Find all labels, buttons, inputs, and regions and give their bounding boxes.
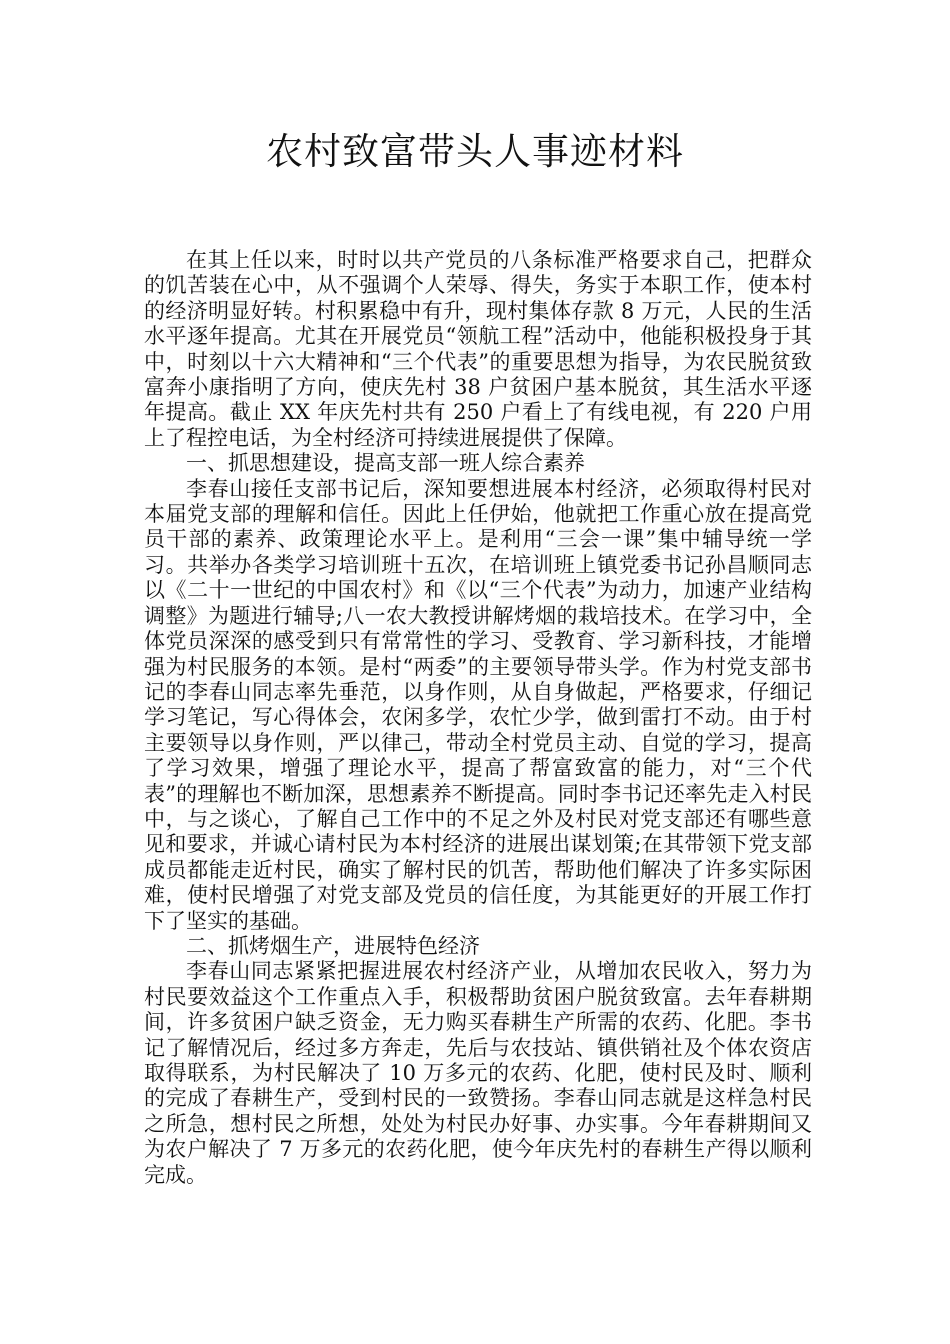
section-heading-2: 二、抓烤烟生产，进展特色经济 bbox=[186, 933, 480, 958]
section-heading-1: 一、抓思想建设，提高支部一班人综合素养 bbox=[186, 451, 585, 476]
document-body bbox=[144, 248, 812, 1188]
paragraph-intro: 在其上任以来，时时以共产党员的八条标准严格要求自己，把群众的饥苦装在心中，从不强调个人荣辱、得失，务实于本职工作，使本村的经济明显好转。村积累稳中有升，现村集体存款 8 万元，人民的生活水平逐年提高。尤其在开展党员“领航工程”活动中，他能积极投身于其中，时刻以十六大精神和“三个代表”的重要思想为指导，为农民脱贫致富奔小康指明了方向，使庆先村 38 户贫困户基本脱贫，其生活水平逐年提高。截止 XX 年庆先村共有 250 户看上了有线电视，有 220 户用上了程控电话，为全村经济可持续进展提供了保障。 bbox=[144, 248, 812, 450]
paragraph-section-1: 李春山接任支部书记后，深知要想进展本村经济，必须取得村民对本届党支部的理解和信任。因此上任伊始，他就把工作重心放在提高党员干部的素养、政策理论水平上。是利用“三会一课”集中辅导统一学习。共举办各类学习培训班十五次，在培训班上镇党委书记孙昌顺同志以《二十一世纪的中国农村》和《以“三个代表”为动力，加速产业结构调整》为题进行辅导;八一农大教授讲解烤烟的栽培技术。在学习中，全体党员深深的感受到只有常常性的学习、受教育、学习新科技，才能增强为村民服务的本领。是村“两委”的主要领导带头学。作为村党支部书记的李春山同志率先垂范，以身作则，从自身做起，严格要求，仔细记学习笔记，写心得体会，农闲多学，农忙少学，做到雷打不动。由于村主要领导以身作则，严以律己，带动全村党员主动、自觉的学习，提高了学习效果，增强了理论水平，提高了帮富致富的能力，对“三个代表”的理解也不断加深，思想素养不断提高。同时李书记还率先走入村民中，与之谈心，了解自己工作中的不足之外及村民对党支部还有哪些意见和要求，并诚心请村民为本村经济的进展出谋划策;在其带领下党支部成员都能走近村民，确实了解村民的饥苦，帮助他们解决了许多实际困难，使村民增强了对党支部及党员的信任度，为其能更好的开展工作打下了坚实的基础。 bbox=[144, 476, 812, 933]
document-title: 农村致富带头人事迹材料 bbox=[266, 130, 684, 173]
paragraph-section-2: 李春山同志紧紧把握进展农村经济产业，从增加农民收入，努力为村民要效益这个工作重点入手，积极帮助贫困户脱贫致富。去年春耕期间，许多贫困户缺乏资金，无力购买春耕生产所需的农药、化肥。李书记了解情况后，经过多方奔走，先后与农技站、镇供销社及个体农资店取得联系，为村民解决了 10 万多元的农药、化肥，使村民及时、顺利的完成了春耕生产，受到村民的一致赞扬。李春山同志就是这样急村民之所急，想村民之所想，处处为村民办好事、办实事。今年春耕期间又为农户解决了 7 万多元的农药化肥，使今年庆先村的春耕生产得以顺利完成。 bbox=[144, 959, 812, 1187]
